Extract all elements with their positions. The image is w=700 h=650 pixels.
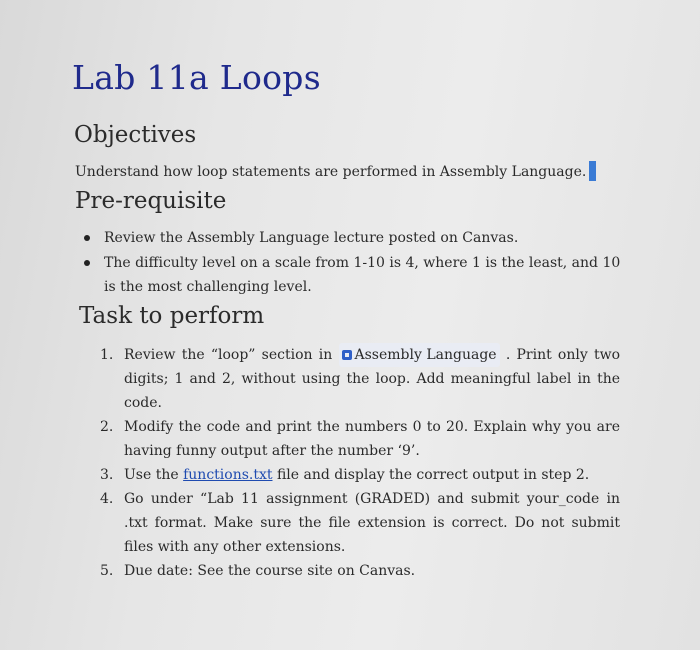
task-item-text: file and display the correct output in step 2.	[276, 467, 590, 483]
objectives-text: Understand how loop statements are performed in Assembly Language.	[75, 164, 587, 180]
list-item	[80, 226, 625, 250]
item-number: 2.	[100, 419, 114, 435]
list-item	[100, 343, 620, 415]
list-item	[100, 415, 620, 463]
prerequisite-item-text: The difficulty level on a scale from 1-10 is 4, where 1 is the least, and 10 is the most challenging level.	[104, 255, 621, 295]
assembly-language-reference[interactable]	[339, 343, 500, 367]
item-number: 5.	[100, 563, 114, 579]
task-item-text: . Print only two digits; 1 and 2, without using the loop. Add meaningful label in the code.	[124, 347, 621, 411]
prerequisite-item-text: Review the Assembly Language lecture posted on Canvas.	[104, 230, 519, 246]
page-title: Lab 11a Loops	[72, 58, 321, 97]
task-item-text: Due date: See the course site on Canvas.	[124, 563, 416, 579]
bullet-icon	[84, 235, 90, 241]
document-reference-icon	[342, 350, 352, 360]
prerequisite-list	[80, 226, 625, 300]
list-item	[100, 463, 620, 487]
task-list	[100, 343, 620, 583]
functions-file-link[interactable]: functions.txt	[183, 467, 273, 483]
prerequisite-heading: Pre-requisite	[75, 188, 227, 214]
bullet-icon	[84, 260, 90, 266]
list-item	[80, 251, 625, 299]
reference-label: Assembly Language	[354, 347, 497, 363]
objectives-paragraph	[75, 160, 596, 184]
task-item-text: Review the “loop” section in	[124, 347, 333, 363]
item-number: 1.	[100, 347, 114, 363]
item-number: 4.	[100, 491, 114, 507]
task-item-text: Use the	[124, 467, 179, 483]
list-item	[100, 487, 620, 559]
objectives-heading: Objectives	[74, 122, 197, 148]
task-item-text: Go under “Lab 11 assignment (GRADED) and submit your_code in .txt format. Make sure the file extension is correct. Do not submit files with any other extensions.	[124, 491, 620, 555]
item-number: 3.	[100, 467, 114, 483]
list-item	[100, 559, 620, 583]
task-item-text: Modify the code and print the numbers 0 to 20. Explain why you are having funny output after the number ‘9’.	[124, 419, 620, 459]
task-heading: Task to perform	[79, 303, 265, 329]
text-cursor-icon	[589, 161, 596, 181]
